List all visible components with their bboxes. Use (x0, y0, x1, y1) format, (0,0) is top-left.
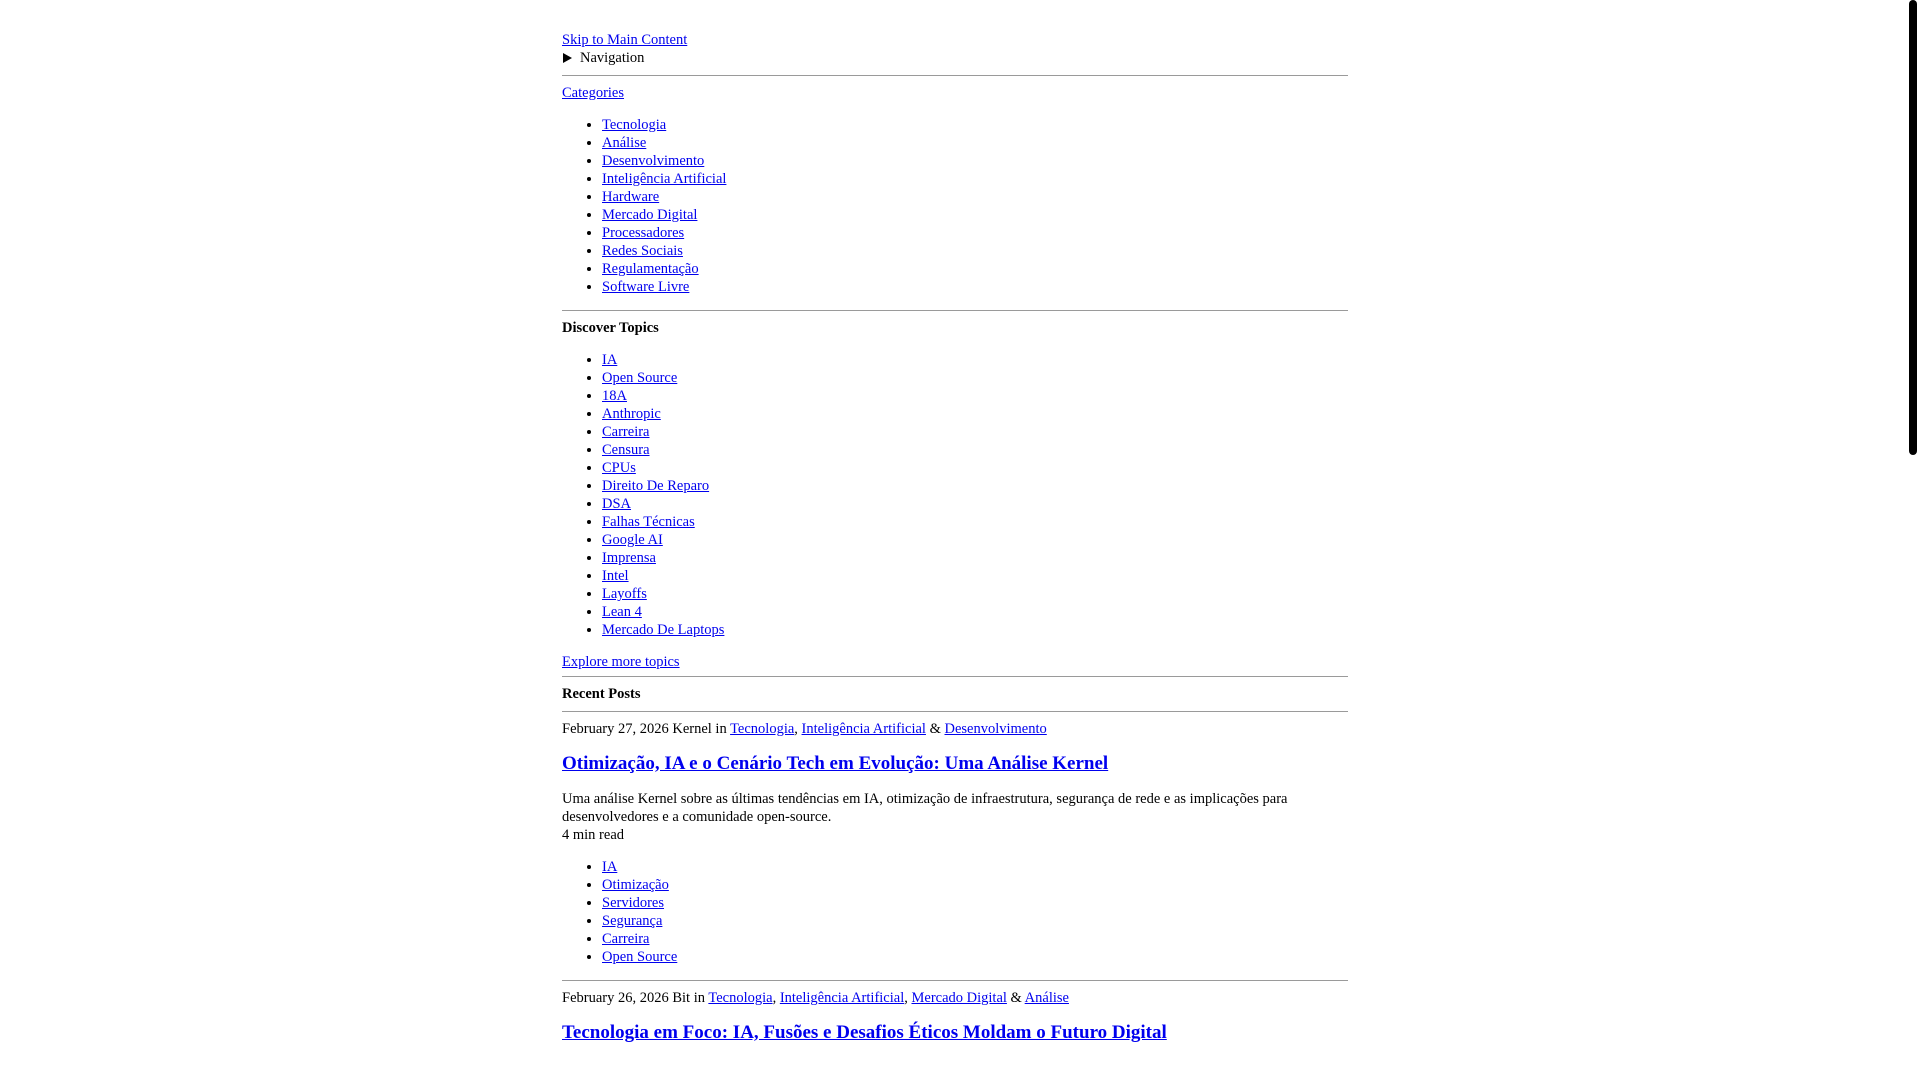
disclosure-triangle-icon (563, 53, 572, 63)
topic-link[interactable]: Anthropic (602, 406, 661, 422)
post-tag-link[interactable]: Segurança (602, 913, 663, 929)
post-title (562, 1021, 1348, 1045)
list-item (602, 369, 1348, 387)
categories-link[interactable]: Categories (562, 85, 625, 101)
post-tag-link[interactable]: Servidores (602, 895, 665, 911)
post-date: February 27, 2026 (562, 721, 669, 737)
topics-list (562, 351, 1348, 639)
list-item (602, 152, 1348, 170)
skip-to-main-link[interactable]: Skip to Main Content (562, 32, 688, 48)
topic-link[interactable]: Direito De Reparo (602, 478, 710, 494)
category-link[interactable]: Redes Sociais (602, 243, 683, 259)
category-link[interactable]: Mercado Digital (602, 207, 698, 223)
topic-link[interactable]: Mercado De Laptops (602, 622, 725, 638)
topic-link[interactable]: CPUs (602, 460, 636, 476)
post-category-link[interactable]: Inteligência Artificial (779, 990, 905, 1006)
list-item (602, 513, 1348, 531)
list-item (602, 278, 1348, 296)
post-meta: February 27, 2026 Kernel in Tecnologia, Inteligência Artificial & Desenvolvimento (562, 721, 1047, 737)
divider (562, 980, 1348, 981)
category-link[interactable]: Hardware (602, 189, 660, 205)
post-card (562, 720, 1348, 966)
list-item (602, 351, 1348, 369)
list-item (602, 224, 1348, 242)
topic-link[interactable]: Open Source (602, 370, 678, 386)
page-content (562, 31, 1348, 1059)
list-item (602, 930, 1348, 948)
topic-link[interactable]: Imprensa (602, 550, 656, 566)
categories-list (562, 116, 1348, 296)
explore-more-topics-link[interactable]: Explore more topics (562, 654, 680, 670)
category-link[interactable]: Análise (602, 135, 647, 151)
navigation-disclosure[interactable] (562, 49, 1348, 67)
list-item (602, 170, 1348, 188)
list-item (602, 531, 1348, 549)
list-item (602, 441, 1348, 459)
list-item (602, 423, 1348, 441)
list-item (602, 206, 1348, 224)
post-tag-link[interactable]: Open Source (602, 949, 678, 965)
category-link[interactable]: Software Livre (602, 279, 690, 295)
post-category-link[interactable]: Inteligência Artificial (801, 721, 926, 737)
list-item (602, 894, 1348, 912)
list-item (602, 260, 1348, 278)
post-excerpt: Uma análise Kernel sobre as últimas tendências em IA, otimização de infraestrutura, segurança de rede e as implicações para desenvolvedores e a comunidade open-source. (562, 791, 1288, 825)
divider (562, 75, 1348, 76)
navigation-label: Navigation (580, 50, 645, 66)
post-tags-list (562, 858, 1348, 966)
topic-link[interactable]: Layoffs (602, 586, 647, 602)
post-tag-link[interactable]: Otimização (602, 877, 669, 893)
list-item (602, 912, 1348, 930)
category-link[interactable]: Processadores (602, 225, 685, 241)
list-item (602, 387, 1348, 405)
post-author: Bit (672, 990, 691, 1006)
topic-link[interactable]: Carreira (602, 424, 650, 440)
post-date: February 26, 2026 (562, 990, 669, 1006)
post-in-label: in (715, 721, 727, 737)
list-item (602, 549, 1348, 567)
post-category-link[interactable]: Tecnologia (708, 990, 773, 1006)
post-meta: February 26, 2026 Bit in Tecnologia, Inteligência Artificial, Mercado Digital & Análise (562, 990, 1069, 1006)
post-read-time: 4 min read (562, 827, 625, 843)
category-link[interactable]: Tecnologia (602, 117, 667, 133)
divider (562, 676, 1348, 677)
category-link[interactable]: Desenvolvimento (602, 153, 705, 169)
list-item (602, 188, 1348, 206)
list-item (602, 567, 1348, 585)
category-link[interactable]: Inteligência Artificial (602, 171, 727, 187)
list-item (602, 116, 1348, 134)
list-item (602, 876, 1348, 894)
list-item (602, 134, 1348, 152)
category-link[interactable]: Regulamentação (602, 261, 699, 277)
topic-link[interactable]: IA (602, 352, 618, 368)
post-category-link[interactable]: Tecnologia (730, 721, 795, 737)
page-scrollbar[interactable] (1906, 0, 1920, 1080)
recent-posts-heading: Recent Posts (562, 686, 641, 702)
discover-topics-heading: Discover Topics (562, 320, 659, 336)
post-category-link[interactable]: Desenvolvimento (944, 721, 1047, 737)
topic-link[interactable]: Falhas Técnicas (602, 514, 695, 530)
post-card (562, 989, 1348, 1045)
divider (562, 711, 1348, 712)
list-item (602, 405, 1348, 423)
post-tag-link[interactable]: Carreira (602, 931, 650, 947)
topic-link[interactable]: Censura (602, 442, 650, 458)
post-title (562, 752, 1348, 776)
scrollbar-thumb[interactable] (1909, 0, 1917, 455)
list-item (602, 477, 1348, 495)
list-item (602, 495, 1348, 513)
post-title-link[interactable]: Otimização, IA e o Cenário Tech em Evolução: Uma Análise Kernel (562, 753, 1109, 774)
list-item (602, 242, 1348, 260)
topic-link[interactable]: Lean 4 (602, 604, 642, 620)
list-item (602, 621, 1348, 639)
topic-link[interactable]: Google AI (602, 532, 663, 548)
topic-link[interactable]: 18A (602, 388, 627, 404)
topic-link[interactable]: Intel (602, 568, 629, 584)
post-tag-link[interactable]: IA (602, 859, 618, 875)
topic-link[interactable]: DSA (602, 496, 632, 512)
post-in-label: in (693, 990, 705, 1006)
list-item (602, 858, 1348, 876)
divider (562, 310, 1348, 311)
post-category-link[interactable]: Análise (1024, 990, 1069, 1006)
list-item (602, 585, 1348, 603)
list-item (602, 603, 1348, 621)
list-item (602, 459, 1348, 477)
post-title-link[interactable]: Tecnologia em Foco: IA, Fusões e Desafios Éticos Moldam o Futuro Digital (562, 1022, 1167, 1043)
post-author: Kernel (672, 721, 712, 737)
list-item (602, 948, 1348, 966)
post-category-link[interactable]: Mercado Digital (911, 990, 1007, 1006)
